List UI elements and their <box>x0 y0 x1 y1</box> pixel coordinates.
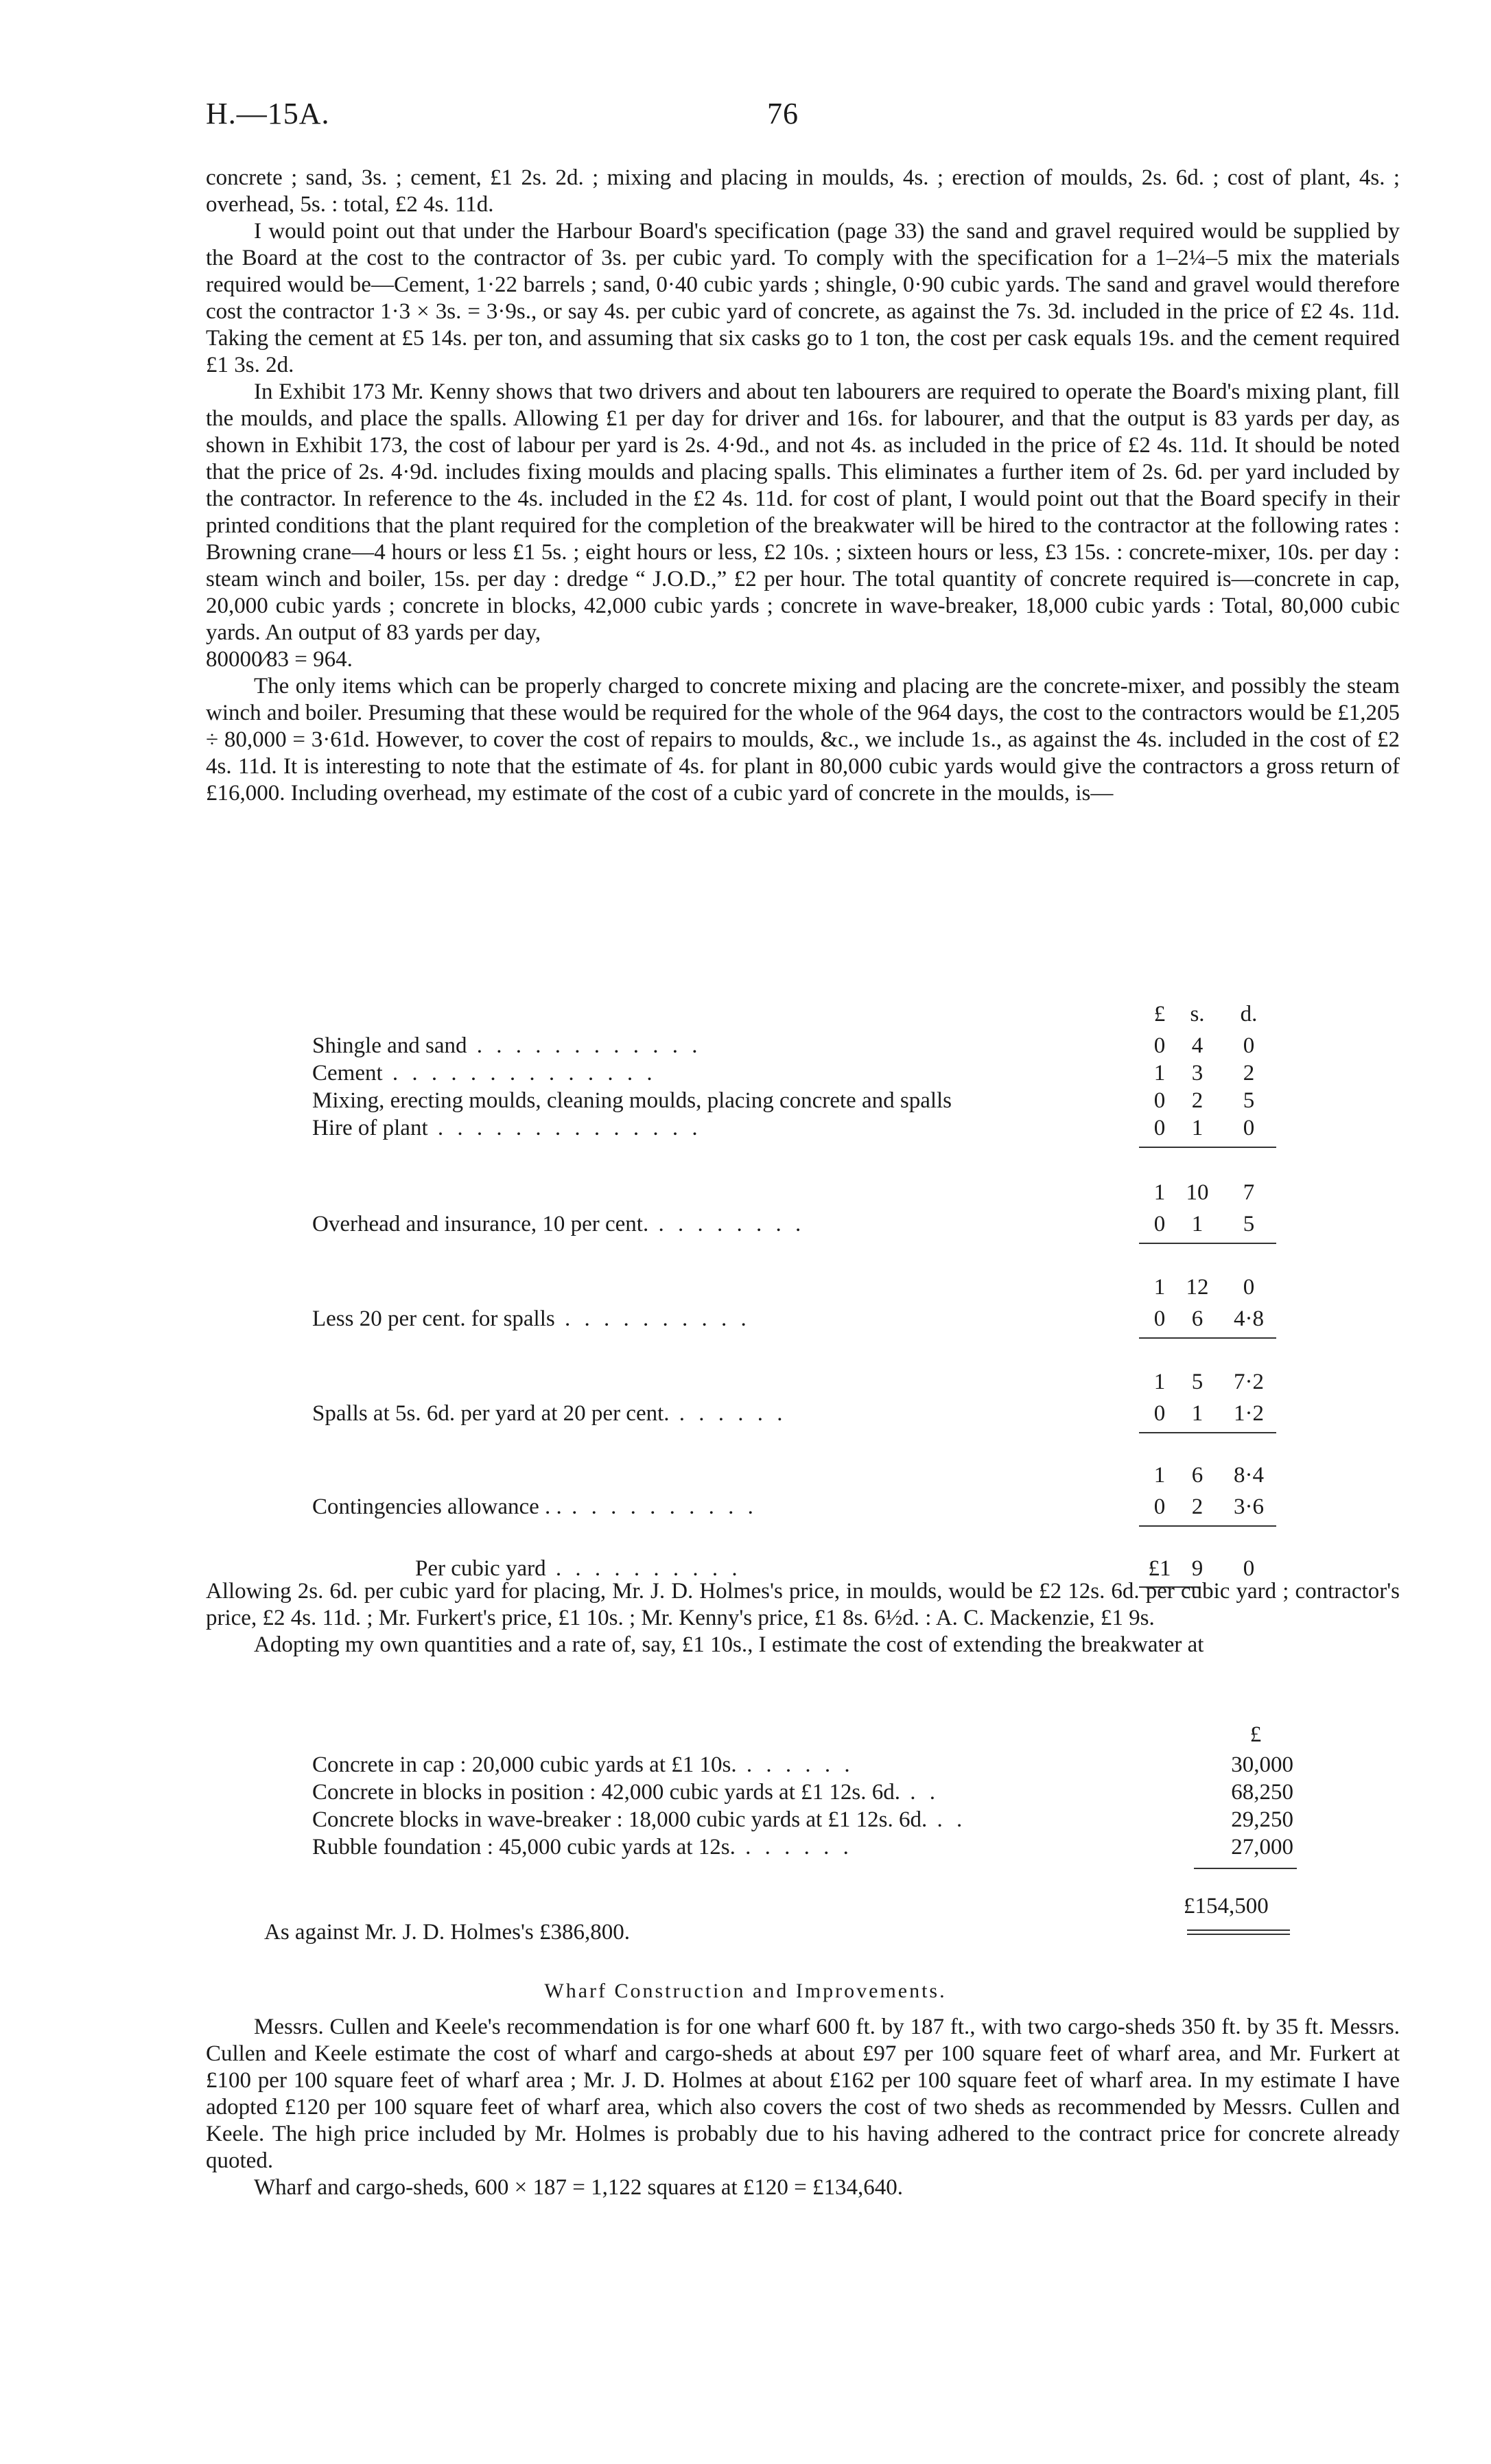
leader-dots: . . . . . . . . . . <box>554 1306 751 1331</box>
estimate-pounds-value: 0 <box>1153 1088 1166 1113</box>
estimate-pence-value: 0 <box>1243 1556 1255 1581</box>
estimate-pence-value: 8·4 <box>1234 1463 1264 1488</box>
estimate-pence-value: 7 <box>1243 1180 1255 1205</box>
estimate-pounds-value: £1 <box>1148 1556 1171 1581</box>
estimate-row-label <box>312 1401 787 1427</box>
estimate-row-label <box>312 1494 758 1520</box>
paragraph-5: Allowing 2s. 6d. per cubic yard for placing, Mr. J. D. Holmes's price, in moulds, would be £2 12s. 6d. per cubic yard ; contractor's price, £2 4s. 11d. ; Mr. Furkert's price, £1 10s. ; Mr. Kenny's price, £1 8s. 6½d. : A. C. Mackenzie, £1 9s. <box>206 1579 1400 1630</box>
estimate-row-label <box>312 1306 751 1332</box>
breakwater-amount: 27,000 <box>1231 1835 1293 1859</box>
estimate-item-text: Spalls at 5s. 6d. per yard at 20 per cent. <box>312 1401 670 1426</box>
cost-estimate-table <box>312 1002 1328 1592</box>
estimate-pounds-value: 1 <box>1153 1275 1166 1300</box>
estimate-item-text: Less 20 per cent. for spalls <box>312 1306 555 1331</box>
paragraph-7: Messrs. Cullen and Keele's recommendation is for one wharf 600 ft. by 187 ft., with two cargo-sheds 350 ft. by 35 ft. Messrs. Cullen and Keele estimate the cost of wharf and cargo-sheds at about £97 per 100 square feet of wharf area, and Mr. Furkert at £100 per 100 square feet of wharf area ; Mr. J. D. Holmes at about £162 per 100 square feet of wharf area. In my estimate I have adopted £120 per 100 square feet of wharf area, which also covers the cost of two sheds as recommended by Messrs. Cullen and Keele. The high price included by Mr. Holmes is probably due to his having adhered to the contract price for concrete already quoted. <box>206 2015 1400 2173</box>
col-head-pounds: £ <box>1249 1722 1262 1747</box>
estimate-row <box>312 1033 1328 1061</box>
estimate-pence-value: 3·6 <box>1234 1494 1264 1519</box>
estimate-item-text: Cement <box>312 1061 383 1086</box>
total-rule-double <box>1187 1934 1290 1935</box>
sum-rule <box>1194 1868 1297 1869</box>
estimate-row <box>312 1494 1328 1522</box>
estimate-item-text: Contingencies allowance . . <box>312 1494 562 1519</box>
leader-dots: . . . . . . . . . . . . . . <box>427 1116 702 1140</box>
estimate-pence-value: 4·8 <box>1234 1306 1264 1331</box>
paragraph-3-fraction: 80000⁄83 = 964. <box>206 647 353 672</box>
estimate-pounds-value: 0 <box>1153 1116 1166 1140</box>
estimate-item-text: Hire of plant <box>312 1116 428 1140</box>
estimate-pounds-value: 0 <box>1153 1033 1166 1058</box>
leader-dots: . . . . . . . . . . <box>545 1556 742 1581</box>
estimate-pounds-value: 0 <box>1153 1401 1166 1426</box>
estimate-pounds-value: 1 <box>1153 1370 1166 1394</box>
leader-dots: . . <box>927 1807 967 1832</box>
estimate-row <box>312 1061 1328 1088</box>
estimate-pounds-value: 0 <box>1153 1212 1166 1236</box>
breakwater-cost-table <box>312 1722 1328 1928</box>
breakwater-amount: 30,000 <box>1231 1752 1293 1777</box>
paragraph-8: Wharf and cargo-sheds, 600 × 187 = 1,122 squares at £120 = £134,640. <box>254 2175 904 2200</box>
estimate-shillings-value: 6 <box>1191 1306 1204 1331</box>
estimate-column-heads <box>312 1002 1328 1029</box>
estimate-row-label <box>312 1061 657 1086</box>
subtotal-rule <box>1139 1525 1276 1527</box>
estimate-row <box>312 1180 1328 1208</box>
estimate-pounds-value: 0 <box>1153 1306 1166 1331</box>
leader-dots: . . . . . . <box>735 1835 853 1859</box>
estimate-shillings-value: 10 <box>1186 1180 1209 1205</box>
subtotal-rule <box>1139 1432 1276 1433</box>
holmes-comparison: As against Mr. J. D. Holmes's £386,800. <box>264 1920 631 1945</box>
estimate-item-text: Per cubic yard <box>415 1556 546 1581</box>
estimate-row <box>312 1116 1328 1143</box>
leader-dots: . . . . . . <box>736 1752 854 1777</box>
breakwater-item-label <box>312 1807 966 1833</box>
estimate-row-label <box>312 1088 952 1114</box>
estimate-item-text: Mixing, erecting moulds, cleaning moulds, placing concrete and spalls <box>312 1088 952 1113</box>
breakwater-total: £154,500 <box>1184 1894 1269 1919</box>
subtotal-rule <box>1139 1243 1276 1244</box>
estimate-pence-value: 5 <box>1243 1088 1255 1113</box>
estimate-row-label <box>312 1033 701 1059</box>
body-text-top <box>206 165 1400 807</box>
breakwater-item-text: Concrete in blocks in position : 42,000 cubic yards at £1 12s. 6d. <box>312 1780 900 1805</box>
estimate-pence-value: 1·2 <box>1234 1401 1264 1426</box>
estimate-pence-value: 2 <box>1243 1061 1255 1086</box>
col-head-pounds: £ <box>1153 1002 1166 1026</box>
estimate-row <box>312 1370 1328 1397</box>
estimate-pounds-value: 1 <box>1153 1463 1166 1488</box>
section-heading: Wharf Construction and Improvements. <box>544 1980 947 2002</box>
estimate-shillings-value: 9 <box>1191 1556 1204 1581</box>
body-text-mid <box>206 1578 1400 1658</box>
breakwater-row <box>312 1752 1328 1780</box>
leader-dots: . . . . . . <box>669 1401 787 1426</box>
estimate-shillings-value: 6 <box>1191 1463 1204 1488</box>
paragraph-6: Adopting my own quantities and a rate of, say, £1 10s., I estimate the cost of extending the breakwater at <box>254 1632 1204 1657</box>
estimate-shillings-value: 3 <box>1191 1061 1204 1086</box>
paragraph-3: In Exhibit 173 Mr. Kenny shows that two drivers and about ten labourers are required to operate the Board's mixing plant, fill the moulds, and place the spalls. Allowing £1 per day for driver and 16s. for labourer, and that the output is 83 yards per day, as shown in Exhibit 173, the cost of labour per yard is 2s. 4·9d., and not 4s. as included in the price of £2 4s. 11d. It should be noted that the price of 2s. 4·9d. includes fixing moulds and placing spalls. This eliminates a further item of 2s. 6d. per yard included by the contractor. In reference to the 4s. included in the £2 4s. 11d. for cost of plant, I would point out that the Board specify in their printed conditions that the plant required for the completion of the breakwater will be hired to the contractor at the following rates : Browning crane—4 hours or less £1 5s. ; eight hours or less, £2 10s. ; sixteen hours or less, £3 15s. : concrete-mixer, 10s. per day : steam winch and boiler, 15s. per day : dredge “ J.O.D.,” £2 per hour. The total quantity of concrete required is—concrete in cap, 20,000 cubic yards ; concrete in blocks, 42,000 cubic yards ; concrete in wave-breaker, 18,000 cubic yards : Total, 80,000 cubic yards. An output of 83 yards per day, <box>206 379 1400 645</box>
estimate-row <box>312 1275 1328 1302</box>
paragraph-2: I would point out that under the Harbour Board's specification (page 33) the sand and gravel required would be supplied by the Board at the cost to the contractor of 3s. per cubic yard. To comply with the specification for a 1–2¼–5 mix the materials required would be—Cement, 1·22 barrels ; sand, 0·40 cubic yards ; shingle, 0·90 cubic yards. The sand and gravel would therefore cost the contractor 1·3 × 3s. = 3·9s., or say 4s. per cubic yard of concrete, as against the 7s. 3d. included in the price of £2 4s. 11d. Taking the cement at £5 14s. per ton, and assuming that six casks go to 1 ton, the cost per cask equals 19s. and the cement required £1 3s. 2d. <box>206 219 1400 377</box>
estimate-pounds-value: 1 <box>1153 1180 1166 1205</box>
estimate-shillings-value: 5 <box>1191 1370 1204 1394</box>
breakwater-row <box>312 1835 1328 1862</box>
leader-dots: . . . . . . . . . . . . <box>467 1033 702 1058</box>
estimate-pence-value: 0 <box>1243 1033 1255 1058</box>
body-text-bottom <box>206 2014 1400 2201</box>
total-rule <box>1187 1929 1290 1931</box>
breakwater-item-text: Concrete blocks in wave-breaker : 18,000 cubic yards at £1 12s. 6d. <box>312 1807 928 1832</box>
estimate-row <box>312 1401 1328 1429</box>
estimate-shillings-value: 1 <box>1191 1401 1204 1426</box>
estimate-row-label <box>312 1212 805 1237</box>
breakwater-item-label <box>312 1752 854 1778</box>
page-number: 76 <box>767 97 799 130</box>
estimate-shillings-value: 2 <box>1191 1494 1204 1519</box>
breakwater-item-label <box>312 1780 939 1805</box>
estimate-shillings-value: 1 <box>1191 1212 1204 1236</box>
estimate-pounds-value: 0 <box>1153 1494 1166 1519</box>
estimate-pounds-value: 1 <box>1153 1061 1166 1086</box>
leader-dots: . . . . . . . . . . . . . . <box>382 1061 657 1086</box>
estimate-shillings-value: 4 <box>1191 1033 1204 1058</box>
estimate-shillings-value: 1 <box>1191 1116 1204 1140</box>
estimate-item-text: Shingle and sand <box>312 1033 467 1058</box>
leader-dots: . . . . . . . . <box>648 1212 806 1236</box>
estimate-row <box>312 1463 1328 1490</box>
estimate-row-label <box>312 1116 702 1141</box>
col-head-shillings: s. <box>1190 1002 1205 1026</box>
document-reference: H.—15A. <box>206 97 330 130</box>
estimate-shillings-value: 12 <box>1186 1275 1209 1300</box>
estimate-pence-value: 0 <box>1243 1116 1255 1140</box>
breakwater-row <box>312 1780 1328 1807</box>
paragraph-4: The only items which can be properly charged to concrete mixing and placing are the concrete-mixer, and possibly the steam winch and boiler. Presuming that these would be required for the whole of the 964 days, the cost to the contractors would be £1,205 ÷ 80,000 = 3·61d. However, to cover the cost of repairs to moulds, &c., we include 1s., as against the 4s. included in the cost of £2 4s. 11d. It is interesting to note that the estimate of 4s. for plant in 80,000 cubic yards would give the contractors a gross return of £16,000. Including overhead, my estimate of the cost of a cubic yard of concrete in the moulds, is— <box>206 674 1400 806</box>
breakwater-column-head <box>312 1722 1328 1750</box>
estimate-pence-value: 5 <box>1243 1212 1255 1236</box>
estimate-row <box>312 1088 1328 1116</box>
subtotal-rule <box>1139 1147 1276 1148</box>
breakwater-row <box>312 1807 1328 1835</box>
breakwater-item-text: Rubble foundation : 45,000 cubic yards at 12s. <box>312 1835 736 1859</box>
estimate-pence-value: 0 <box>1243 1275 1255 1300</box>
estimate-row <box>312 1212 1328 1239</box>
leader-dots: . . . . . . . . . . <box>561 1494 758 1519</box>
subtotal-rule <box>1139 1337 1276 1339</box>
estimate-shillings-value: 2 <box>1191 1088 1204 1113</box>
estimate-item-text: Overhead and insurance, 10 per cent. <box>312 1212 649 1236</box>
breakwater-amount: 68,250 <box>1231 1780 1293 1805</box>
col-head-pence: d. <box>1240 1002 1258 1026</box>
breakwater-amount: 29,250 <box>1231 1807 1293 1832</box>
estimate-row <box>312 1306 1328 1334</box>
leader-dots: . . <box>900 1780 939 1805</box>
breakwater-item-text: Concrete in cap : 20,000 cubic yards at £1 10s. <box>312 1752 737 1777</box>
breakwater-item-label <box>312 1835 853 1860</box>
estimate-pence-value: 7·2 <box>1234 1370 1264 1394</box>
paragraph-1: concrete ; sand, 3s. ; cement, £1 2s. 2d. ; mixing and placing in moulds, 4s. ; erection of moulds, 2s. 6d. ; cost of plant, 4s. ; overhead, 5s. : total, £2 4s. 11d. <box>206 165 1400 217</box>
